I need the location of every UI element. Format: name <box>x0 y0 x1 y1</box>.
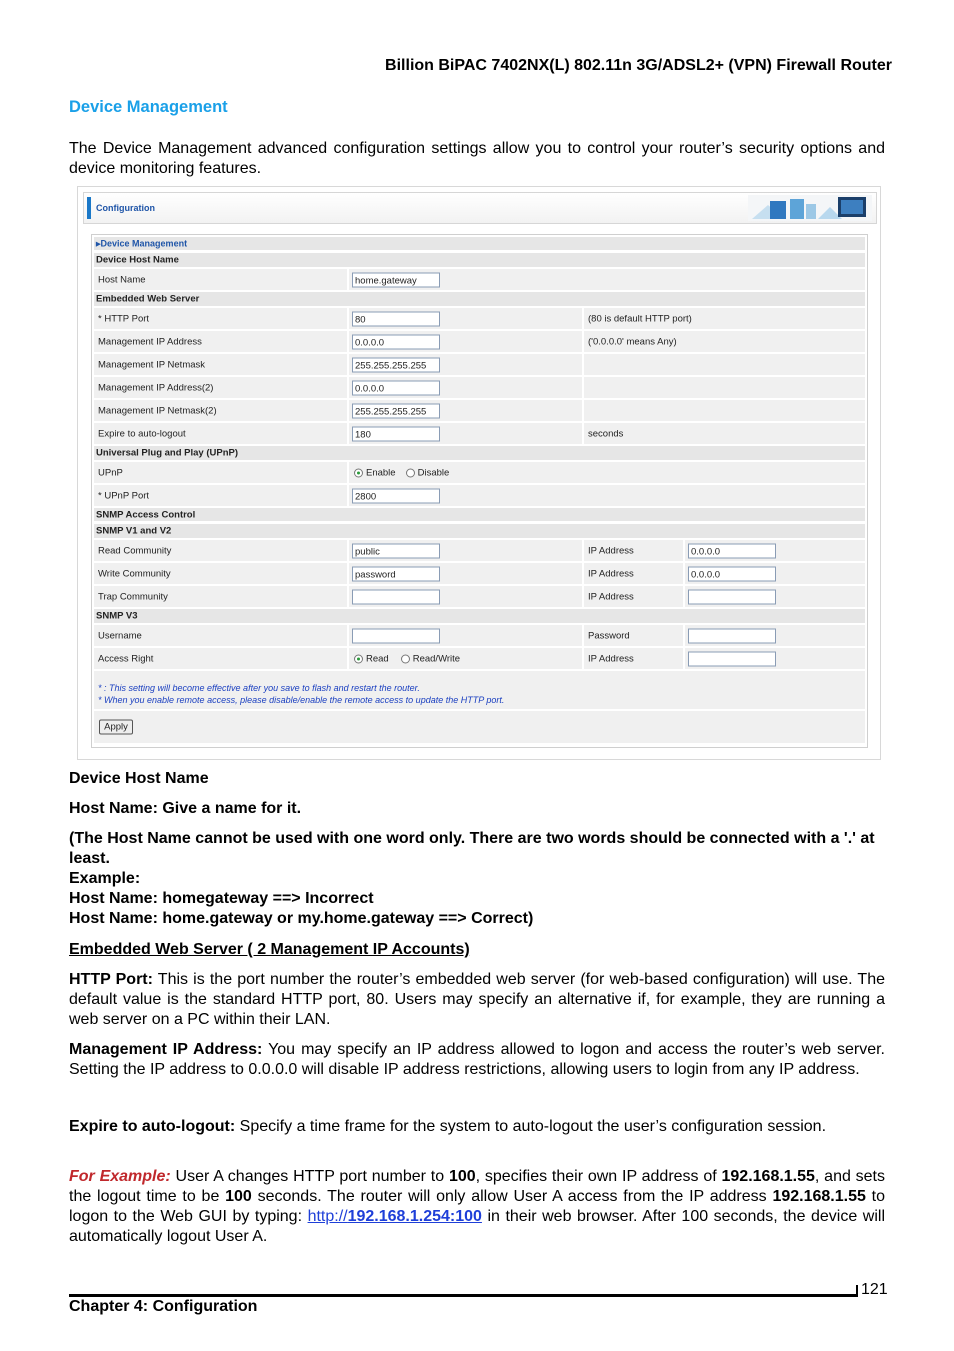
expire-row <box>94 423 865 444</box>
example-port: 100 <box>448 1168 476 1185</box>
example-text: , and sets the logout time to be <box>69 1168 886 1205</box>
write-ip-label: IP Address <box>588 568 634 579</box>
example-url-link[interactable]: http://192.168.1.254:100 <box>307 1208 482 1225</box>
correct-example: Host Name: home.gateway or my.home.gateway ==> Correct) <box>69 910 534 927</box>
intro-paragraph: The Device Management advanced configuration settings allow you to control your router’s security options and device monitoring features. <box>69 140 885 177</box>
panel-title-row <box>94 237 865 250</box>
read-ip-input[interactable]: 0.0.0.0 <box>688 543 776 558</box>
write-community-row <box>94 563 865 584</box>
mgmt-mask-row <box>94 354 865 375</box>
example-ip: 192.168.1.55 <box>772 1188 866 1205</box>
page-number: 121 <box>861 1281 888 1298</box>
access-radio-group <box>354 653 460 664</box>
web-server-heading: Embedded Web Server <box>94 292 865 306</box>
trap-ip-label: IP Address <box>588 591 634 602</box>
read-ip-label: IP Address <box>588 545 634 556</box>
mgmt-ip2-label: Management IP Address(2) <box>98 382 214 393</box>
mgmt-ip-input[interactable]: 0.0.0.0 <box>352 334 440 349</box>
write-community-input[interactable]: password <box>352 566 440 581</box>
host-name-row <box>94 269 865 290</box>
http-port-label: * HTTP Port <box>98 313 150 324</box>
username-label: Username <box>98 630 142 641</box>
configuration-bar <box>83 192 877 224</box>
username-input[interactable] <box>352 628 440 643</box>
host-name-input[interactable]: home.gateway <box>352 272 440 287</box>
http-port-paragraph <box>69 970 885 1030</box>
chapter-label: Chapter 4: Configuration <box>69 1298 258 1315</box>
access-readwrite-radio[interactable] <box>401 654 410 663</box>
example-text: , specifies their own IP address of <box>475 1168 722 1185</box>
note-remote-access: * When you enable remote access, please disable/enable the remote access to update the HTTP port. <box>98 695 505 705</box>
mgmt-mask-label: Management IP Netmask <box>98 359 206 370</box>
apply-row <box>94 711 865 743</box>
upnp-disable-label: Disable <box>417 467 450 478</box>
upnp-row <box>94 462 865 483</box>
expire-paragraph <box>69 1117 885 1137</box>
footer-rule <box>69 1294 857 1297</box>
embedded-web-server-heading: Embedded Web Server ( 2 Management IP Accounts) <box>69 941 470 958</box>
trap-ip-input[interactable] <box>688 589 776 604</box>
example-ip: 192.168.1.55 <box>721 1168 815 1185</box>
username-row <box>94 625 865 646</box>
mgmt-ip-hint: ('0.0.0.0' means Any) <box>588 336 677 347</box>
password-label: Password <box>588 630 630 641</box>
upnp-enable-radio[interactable] <box>354 468 363 477</box>
expire-unit: seconds <box>588 428 624 439</box>
write-community-label: Write Community <box>98 568 171 579</box>
example-text: to logon to the Web GUI by typing: <box>69 1188 885 1225</box>
v3-ip-input[interactable] <box>688 651 776 666</box>
upnp-label: UPnP <box>98 467 123 478</box>
read-community-row <box>94 540 865 561</box>
mgmt-ip-row <box>94 331 865 352</box>
host-name-line: Host Name: Give a name for it. <box>69 800 302 817</box>
upnp-radio-group <box>354 467 449 478</box>
v3-ip-label: IP Address <box>588 653 634 664</box>
example-timeout: 100 <box>225 1188 252 1205</box>
upnp-disable-radio[interactable] <box>406 468 415 477</box>
http-port-input[interactable]: 80 <box>352 311 440 326</box>
read-community-input[interactable]: public <box>352 543 440 558</box>
example-term: For Example: <box>69 1168 171 1185</box>
http-port-desc: This is the port number the router’s embedded web server (for web-based configuration) will use. The default value is the standard HTTP port, 80. Users may specify an alternative if, for example, they are running a web server on a PC within their LAN. <box>69 971 885 1028</box>
mgmt-mask-input[interactable]: 255.255.255.255 <box>352 357 440 372</box>
apply-button[interactable]: Apply <box>99 720 133 735</box>
snmp-v1v2-heading: SNMP V1 and V2 <box>94 524 865 538</box>
upnp-enable-label: Enable <box>366 467 396 478</box>
mgmt-desc: You may specify an IP address allowed to logon and access the router’s web server. Setting the IP address to 0.0.0.0 will disable IP address restrictions, allowing users to login from any IP address. <box>69 1041 886 1078</box>
trap-community-label: Trap Community <box>98 591 168 602</box>
example-text: seconds. The router will only allow User A access from the IP address <box>251 1188 773 1205</box>
device-host-name-heading-text: Device Host Name <box>69 770 209 787</box>
access-right-label: Access Right <box>98 653 154 664</box>
example-text: User A changes HTTP port number to <box>170 1168 449 1185</box>
notes-row <box>94 671 865 709</box>
read-community-label: Read Community <box>98 545 172 556</box>
panel-title: ▸Device Management <box>96 238 188 248</box>
password-input[interactable] <box>688 628 776 643</box>
snmp-heading: SNMP Access Control <box>94 508 865 521</box>
router-logo-icon <box>748 195 872 221</box>
configuration-title: Configuration <box>96 203 155 213</box>
mgmt-ip2-row <box>94 377 865 398</box>
access-right-row <box>94 648 865 669</box>
host-name-label: Host Name <box>98 274 146 285</box>
upnp-heading: Universal Plug and Play (UPnP) <box>94 446 865 460</box>
management-ip-paragraph <box>69 1040 885 1080</box>
trap-community-input[interactable] <box>352 589 440 604</box>
upnp-port-label: * UPnP Port <box>98 490 150 501</box>
expire-term: Expire to auto-logout: <box>69 1118 236 1135</box>
incorrect-example: Host Name: homegateway ==> Incorrect <box>69 890 374 907</box>
http-port-term: HTTP Port: <box>69 971 153 988</box>
device-management-panel <box>91 234 868 748</box>
example-text: in their web browser. After 100 seconds, the device will automatically logout User A. <box>69 1208 886 1245</box>
access-read-radio[interactable] <box>354 654 363 663</box>
mgmt-mask2-label: Management IP Netmask(2) <box>98 405 217 416</box>
section-title: Device Management <box>69 98 228 116</box>
example-paragraph <box>69 1167 885 1247</box>
device-host-name-heading: Device Host Name <box>94 253 865 267</box>
note-flash-restart: * : This setting will become effective after you save to flash and restart the router. <box>98 683 420 693</box>
upnp-port-row <box>94 485 865 506</box>
rule-line: (The Host Name cannot be used with one word only. There are two words should be connected with a '.' at least. <box>69 830 875 867</box>
mgmt-mask2-input[interactable]: 255.255.255.255 <box>352 403 440 418</box>
mgmt-term: Management IP Address: <box>69 1041 263 1058</box>
config-screenshot <box>77 186 881 760</box>
trap-community-row <box>94 586 865 607</box>
mgmt-ip2-input[interactable]: 0.0.0.0 <box>352 380 440 395</box>
access-readwrite-label: Read/Write <box>412 653 461 664</box>
expire-label: Expire to auto-logout <box>98 428 186 439</box>
document-header: Billion BiPAC 7402NX(L) 802.11n 3G/ADSL2+ (VPN) Firewall Router <box>385 57 892 74</box>
expire-input[interactable]: 180 <box>352 426 440 441</box>
bar-accent <box>87 197 91 219</box>
access-read-label: Read <box>366 653 389 664</box>
write-ip-input[interactable]: 0.0.0.0 <box>688 566 776 581</box>
host-name-rules <box>69 829 885 929</box>
http-port-row <box>94 308 865 329</box>
upnp-port-input[interactable]: 2800 <box>352 488 440 503</box>
mgmt-ip-label: Management IP Address <box>98 336 202 347</box>
mgmt-mask2-row <box>94 400 865 421</box>
http-port-hint: (80 is default HTTP port) <box>588 313 692 324</box>
example-label: Example: <box>69 870 141 887</box>
snmp-v3-heading: SNMP V3 <box>94 609 865 623</box>
expire-desc: Specify a time frame for the system to auto-logout the user’s configuration session. <box>235 1118 827 1135</box>
